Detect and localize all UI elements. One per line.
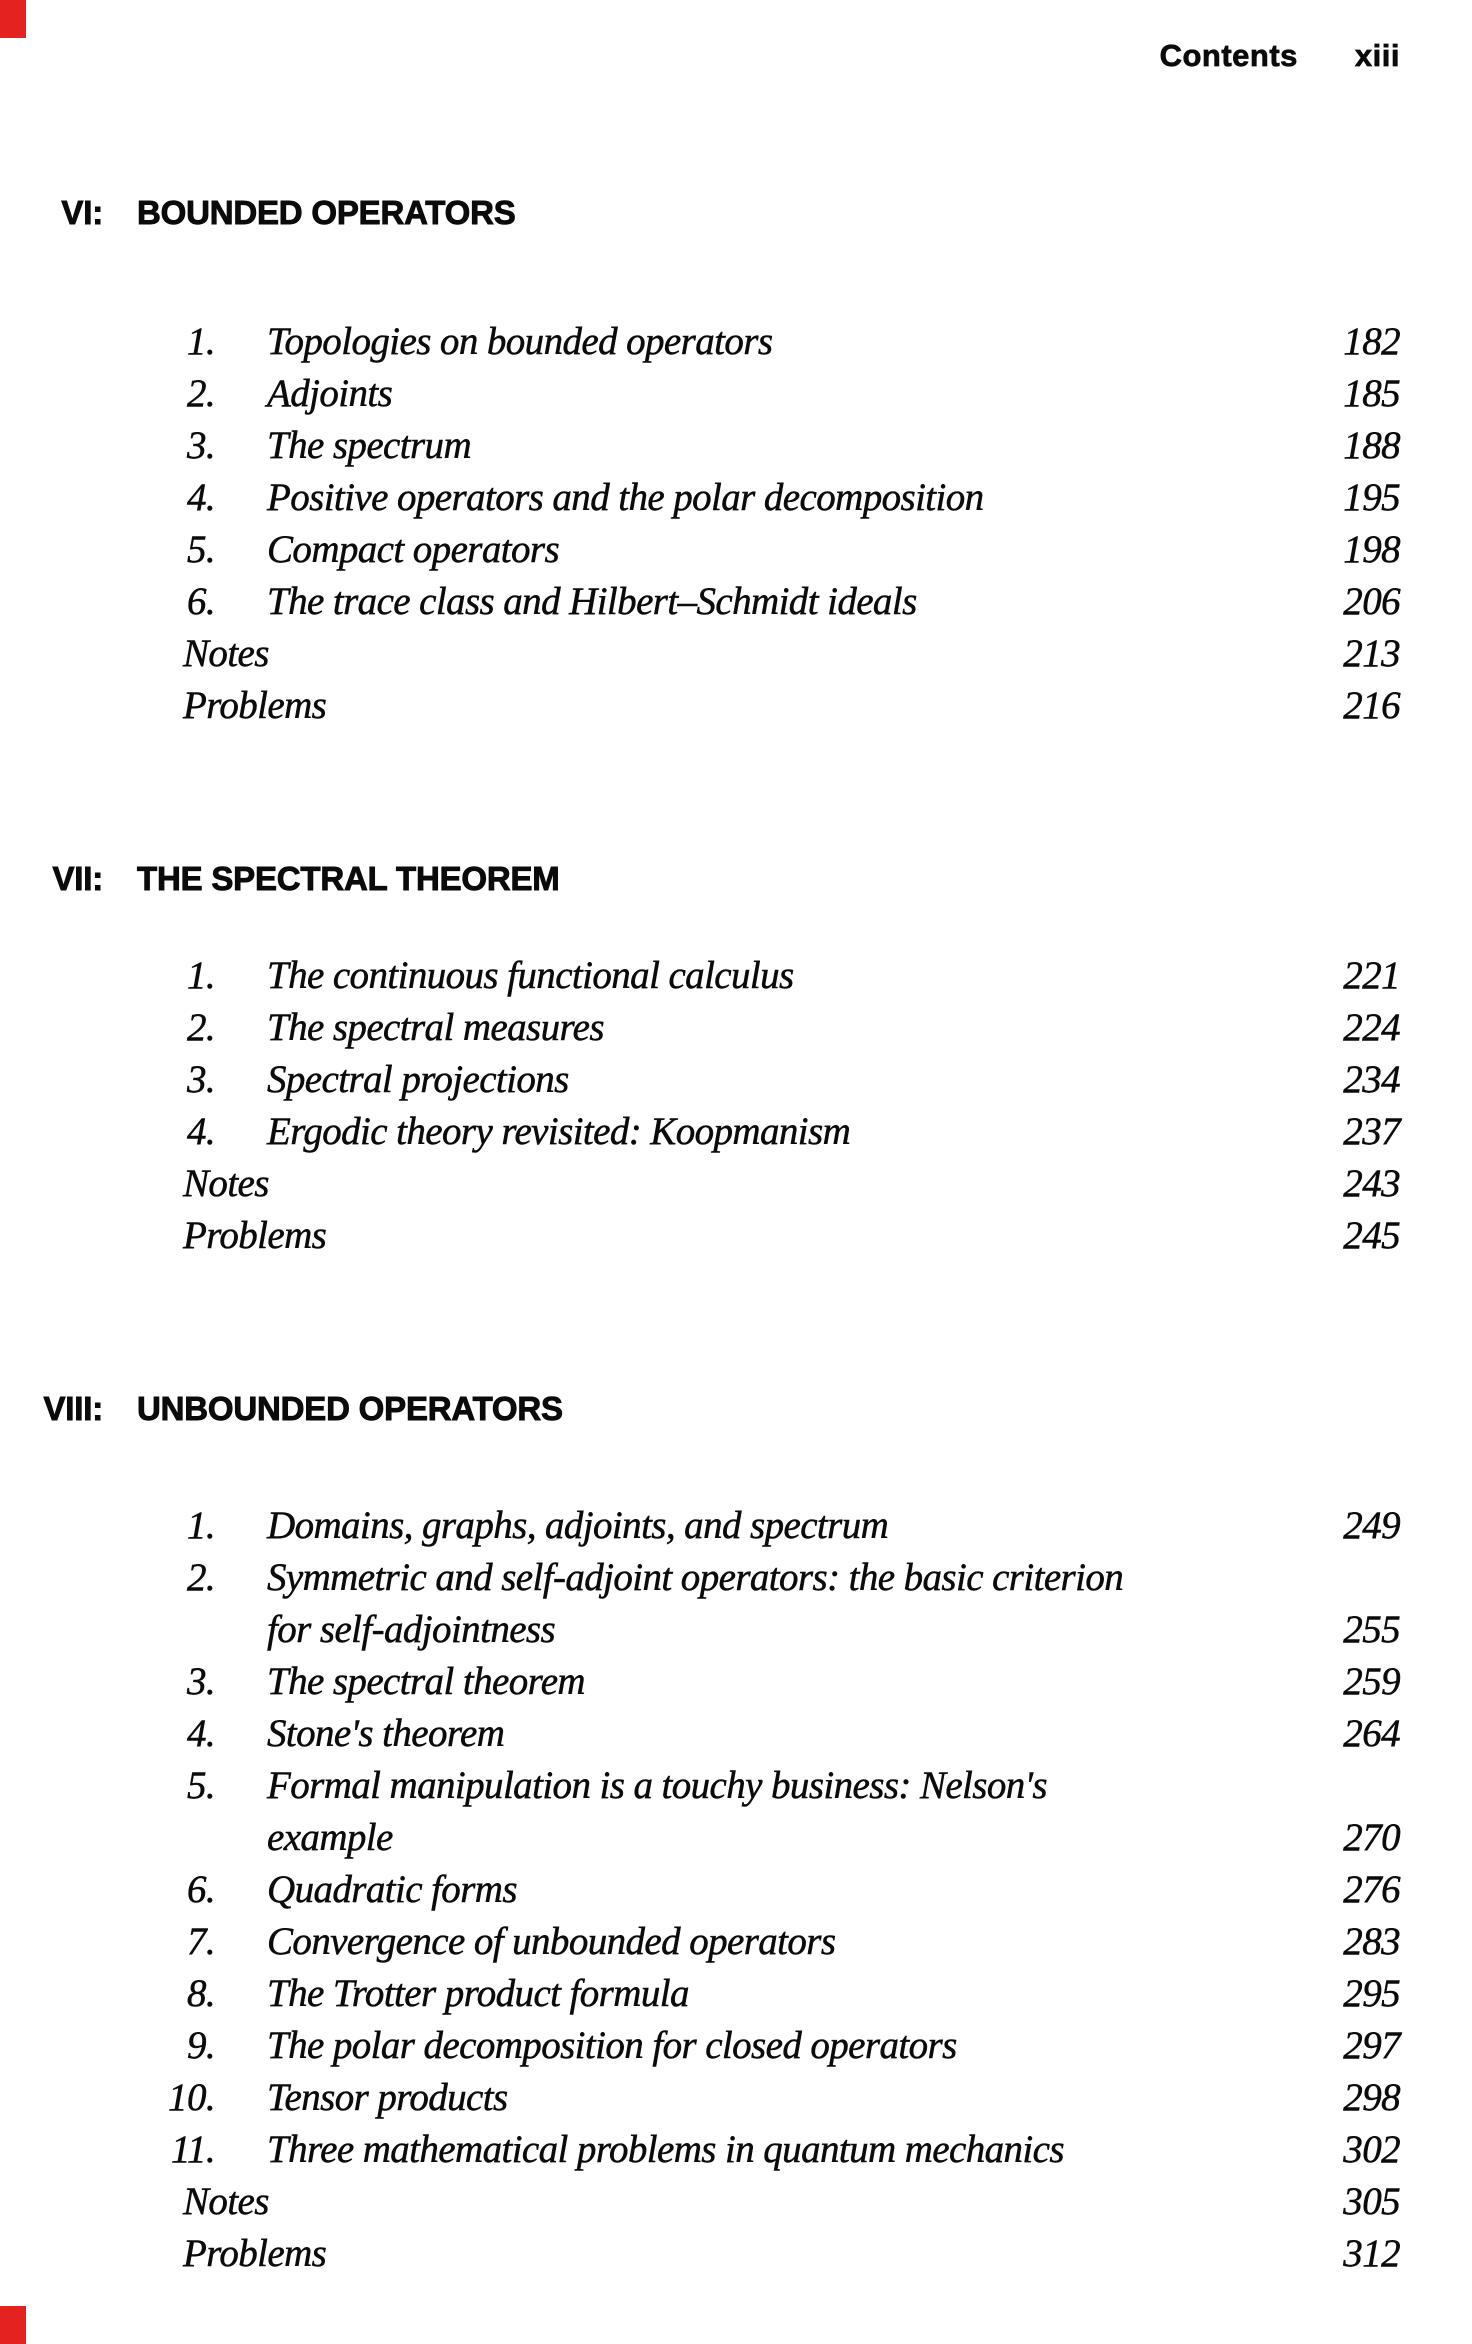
entry-title: The polar decomposition for closed operators bbox=[267, 2024, 957, 2067]
entry-number: 7. bbox=[186, 1920, 215, 1963]
entry-number: 2. bbox=[186, 1006, 215, 1049]
scan-corner-mark-top bbox=[0, 0, 26, 38]
entry-number: 11. bbox=[170, 2128, 215, 2171]
running-title: Contents bbox=[1159, 38, 1298, 73]
entry-title: The spectral theorem bbox=[267, 1660, 585, 1703]
scan-corner-mark-bottom bbox=[0, 2306, 26, 2344]
section-numeral: VI: bbox=[61, 194, 103, 231]
entry-page-number: 195 bbox=[1343, 476, 1400, 519]
entry-number: 1. bbox=[186, 320, 215, 363]
entry-page-number: 213 bbox=[1343, 632, 1400, 675]
folio-page-number: xiii bbox=[1354, 38, 1400, 73]
entry-page-number: 206 bbox=[1343, 580, 1400, 623]
entry-page-number: 188 bbox=[1343, 424, 1400, 467]
entry-page-number: 295 bbox=[1343, 1972, 1400, 2015]
toc-section bbox=[0, 862, 1472, 1262]
toc-entry-row bbox=[100, 2072, 1400, 2124]
entry-page-number: 270 bbox=[1343, 1816, 1400, 1859]
entry-title: The continuous functional calculus bbox=[267, 954, 794, 997]
entry-number: 3. bbox=[186, 1660, 215, 1703]
entry-title: Three mathematical problems in quantum mechanics bbox=[267, 2128, 1064, 2171]
entry-page-number: 182 bbox=[1343, 320, 1400, 363]
section-title: UNBOUNDED OPERATORS bbox=[137, 1390, 563, 1427]
entry-title: Compact operators bbox=[267, 528, 560, 571]
entry-number: 4. bbox=[186, 1712, 215, 1755]
toc-entry-row bbox=[100, 1106, 1400, 1158]
entry-page-number: 243 bbox=[1343, 1162, 1400, 1205]
toc-entry-row bbox=[100, 1916, 1400, 1968]
entry-title: Domains, graphs, adjoints, and spectrum bbox=[267, 1504, 889, 1547]
section-heading bbox=[0, 196, 1472, 229]
entry-number: 4. bbox=[186, 1110, 215, 1153]
entry-page-number: 298 bbox=[1343, 2076, 1400, 2119]
entry-title: Notes bbox=[183, 632, 269, 675]
running-head bbox=[1160, 40, 1400, 71]
entry-title: Ergodic theory revisited: Koopmanism bbox=[267, 1110, 851, 1153]
entry-page-number: 245 bbox=[1343, 1214, 1400, 1257]
entry-title: Problems bbox=[183, 684, 327, 727]
entry-number: 3. bbox=[186, 424, 215, 467]
entry-number: 1. bbox=[186, 954, 215, 997]
toc-entry-row bbox=[100, 1760, 1400, 1812]
entry-number: 4. bbox=[186, 476, 215, 519]
entry-number: 5. bbox=[186, 1764, 215, 1807]
entry-title: example bbox=[267, 1816, 393, 1859]
toc-entry-row bbox=[100, 1968, 1400, 2020]
entry-title: Notes bbox=[183, 1162, 269, 1205]
entry-page-number: 276 bbox=[1343, 1868, 1400, 1911]
section-heading bbox=[0, 862, 1472, 895]
entry-title: Formal manipulation is a touchy business: Nelson's bbox=[267, 1764, 1047, 1807]
section-heading bbox=[0, 1392, 1472, 1425]
entry-page-number bbox=[1280, 1760, 1400, 1812]
entry-title: Problems bbox=[183, 1214, 327, 1257]
toc-row-unnumbered bbox=[100, 2228, 1400, 2280]
entry-page-number: 297 bbox=[1343, 2024, 1400, 2067]
section-numeral: VII: bbox=[52, 860, 103, 897]
entry-page-number: 185 bbox=[1343, 372, 1400, 415]
toc-row-unnumbered bbox=[100, 680, 1400, 732]
toc-entry-row bbox=[100, 576, 1400, 628]
entry-title: Convergence of unbounded operators bbox=[267, 1920, 836, 1963]
toc-list bbox=[100, 1500, 1400, 2280]
toc-entry-continuation-row bbox=[100, 1604, 1400, 1656]
entry-page-number: 259 bbox=[1343, 1660, 1400, 1703]
entry-page-number: 305 bbox=[1343, 2180, 1400, 2223]
entry-title: Positive operators and the polar decomposition bbox=[267, 476, 984, 519]
toc-entry-row bbox=[100, 472, 1400, 524]
entry-number: 2. bbox=[186, 1556, 215, 1599]
entry-page-number bbox=[1280, 1552, 1400, 1604]
toc-list bbox=[100, 950, 1400, 1262]
entry-number: 6. bbox=[186, 1868, 215, 1911]
toc-entry-row bbox=[100, 1708, 1400, 1760]
toc-entry-row bbox=[100, 368, 1400, 420]
toc-row-unnumbered bbox=[100, 1158, 1400, 1210]
entry-number: 5. bbox=[186, 528, 215, 571]
entry-number: 6. bbox=[186, 580, 215, 623]
entry-title: Quadratic forms bbox=[267, 1868, 517, 1911]
entry-title: Tensor products bbox=[267, 2076, 508, 2119]
entry-title: Adjoints bbox=[267, 372, 393, 415]
toc-entry-row bbox=[100, 2124, 1400, 2176]
entry-page-number: 302 bbox=[1343, 2128, 1400, 2171]
entry-page-number: 198 bbox=[1343, 528, 1400, 571]
toc-row-unnumbered bbox=[100, 628, 1400, 680]
entry-page-number: 312 bbox=[1343, 2232, 1400, 2275]
entry-number bbox=[100, 1604, 215, 1656]
entry-title: Notes bbox=[183, 2180, 269, 2223]
toc-entry-row bbox=[100, 420, 1400, 472]
entry-page-number: 255 bbox=[1343, 1608, 1400, 1651]
entry-title: for self-adjointness bbox=[267, 1608, 556, 1651]
entry-title: Stone's theorem bbox=[267, 1712, 505, 1755]
entry-title: Spectral projections bbox=[267, 1058, 569, 1101]
entry-page-number: 224 bbox=[1343, 1006, 1400, 1049]
entry-page-number: 264 bbox=[1343, 1712, 1400, 1755]
section-numeral: VIII: bbox=[43, 1390, 103, 1427]
toc-list bbox=[100, 316, 1400, 732]
entry-title: Symmetric and self-adjoint operators: the basic criterion bbox=[267, 1556, 1124, 1599]
entry-number: 2. bbox=[186, 372, 215, 415]
entry-page-number: 221 bbox=[1343, 954, 1400, 997]
entry-page-number: 249 bbox=[1343, 1504, 1400, 1547]
toc-entry-continuation-row bbox=[100, 1812, 1400, 1864]
toc-row-unnumbered bbox=[100, 1210, 1400, 1262]
entry-number: 3. bbox=[186, 1058, 215, 1101]
entry-number: 10. bbox=[168, 2076, 215, 2119]
toc-entry-row bbox=[100, 2020, 1400, 2072]
toc-entry-row bbox=[100, 1656, 1400, 1708]
section-title: THE SPECTRAL THEOREM bbox=[137, 860, 560, 897]
section-title: BOUNDED OPERATORS bbox=[137, 194, 516, 231]
entry-number: 8. bbox=[186, 1972, 215, 2015]
entry-number bbox=[100, 1812, 215, 1864]
toc-entry-row bbox=[100, 1552, 1400, 1604]
toc-entry-row bbox=[100, 1864, 1400, 1916]
entry-title: Problems bbox=[183, 2232, 327, 2275]
entry-page-number: 283 bbox=[1343, 1920, 1400, 1963]
entry-number: 9. bbox=[186, 2024, 215, 2067]
toc-entry-row bbox=[100, 316, 1400, 368]
entry-page-number: 234 bbox=[1343, 1058, 1400, 1101]
toc-section bbox=[0, 1392, 1472, 2280]
entry-page-number: 237 bbox=[1343, 1110, 1400, 1153]
entry-number: 1. bbox=[186, 1504, 215, 1547]
toc-row-unnumbered bbox=[100, 2176, 1400, 2228]
toc-entry-row bbox=[100, 1002, 1400, 1054]
toc-entry-row bbox=[100, 1054, 1400, 1106]
entry-title: The trace class and Hilbert–Schmidt ideals bbox=[267, 580, 917, 623]
toc-entry-row bbox=[100, 1500, 1400, 1552]
entry-page-number: 216 bbox=[1343, 684, 1400, 727]
toc-entry-row bbox=[100, 950, 1400, 1002]
toc-section bbox=[0, 196, 1472, 732]
entry-title: The spectral measures bbox=[267, 1006, 604, 1049]
entry-title: The spectrum bbox=[267, 424, 472, 467]
toc-entry-row bbox=[100, 524, 1400, 576]
entry-title: Topologies on bounded operators bbox=[267, 320, 773, 363]
entry-title: The Trotter product formula bbox=[267, 1972, 689, 2015]
